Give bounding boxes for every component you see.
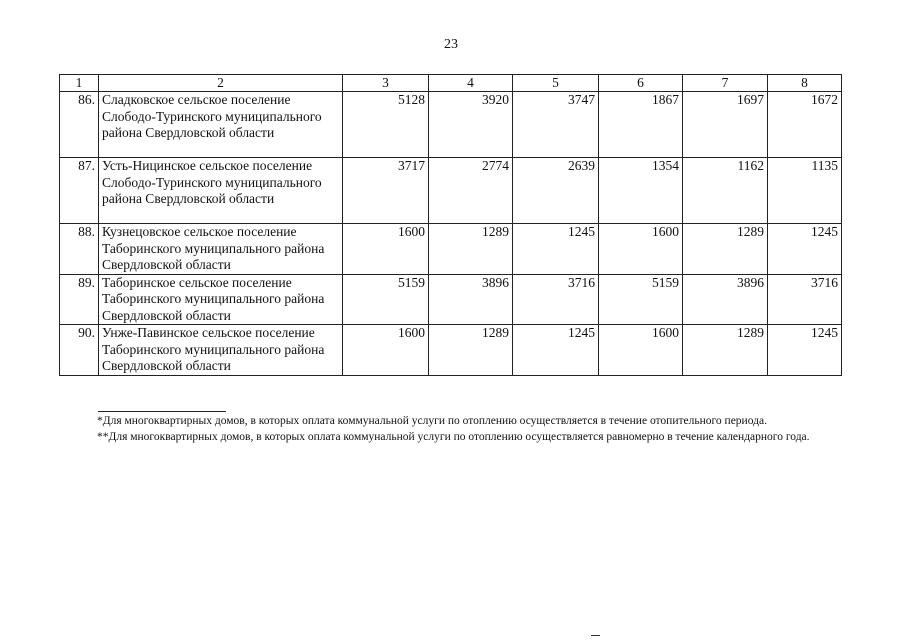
- column-header: 6: [599, 75, 683, 92]
- footnote-separator: [98, 411, 226, 412]
- footnote-second: **Для многоквартирных домов, в которых оплата коммунальной услуги по отоплению осуществляется равномерно в течение календарного года.: [97, 430, 810, 443]
- row-number: 90.: [60, 325, 99, 376]
- value-cell: 1245: [768, 224, 842, 275]
- column-header: 4: [429, 75, 513, 92]
- value-cell: 1245: [768, 325, 842, 376]
- column-header: 7: [683, 75, 768, 92]
- value-cell: 3717: [343, 158, 429, 224]
- value-cell: 3716: [768, 274, 842, 325]
- settlement-name: Усть-Ницинское сельское поселение Слободо-Туринского муниципального района Свердловской области: [99, 158, 343, 224]
- row-number: 87.: [60, 158, 99, 224]
- value-cell: 1289: [683, 325, 768, 376]
- page-number: 23: [444, 37, 458, 52]
- value-cell: 1245: [513, 325, 599, 376]
- value-cell: 3716: [513, 274, 599, 325]
- column-header: 1: [60, 75, 99, 92]
- settlement-name: Сладковское сельское поселение Слободо-Туринского муниципального района Свердловской области: [99, 92, 343, 158]
- value-cell: 3920: [429, 92, 513, 158]
- value-cell: 5128: [343, 92, 429, 158]
- value-cell: 1289: [429, 325, 513, 376]
- value-cell: 5159: [343, 274, 429, 325]
- value-cell: 3747: [513, 92, 599, 158]
- value-cell: 3896: [429, 274, 513, 325]
- value-cell: 5159: [599, 274, 683, 325]
- value-cell: 3896: [683, 274, 768, 325]
- value-cell: 1162: [683, 158, 768, 224]
- table-row: [60, 325, 842, 376]
- column-header: 2: [99, 75, 343, 92]
- value-cell: 1600: [343, 224, 429, 275]
- value-cell: 1867: [599, 92, 683, 158]
- value-cell: 1600: [599, 325, 683, 376]
- value-cell: 1354: [599, 158, 683, 224]
- column-header: 3: [343, 75, 429, 92]
- table-row: [60, 158, 842, 224]
- settlement-name: Таборинское сельское поселение Таборинского муниципального района Свердловской области: [99, 274, 343, 325]
- column-header: 8: [768, 75, 842, 92]
- table-header-row: [60, 75, 842, 92]
- row-number: 88.: [60, 224, 99, 275]
- data-table: [59, 74, 842, 376]
- value-cell: 1672: [768, 92, 842, 158]
- value-cell: 1135: [768, 158, 842, 224]
- table-row: [60, 274, 842, 325]
- scan-mark: [591, 635, 600, 636]
- row-number: 89.: [60, 274, 99, 325]
- footnotes: [59, 414, 841, 445]
- column-header: 5: [513, 75, 599, 92]
- row-number: 86.: [60, 92, 99, 158]
- value-cell: 1600: [599, 224, 683, 275]
- value-cell: 2774: [429, 158, 513, 224]
- value-cell: 2639: [513, 158, 599, 224]
- settlement-name: Унже-Павинское сельское поселение Таборинского муниципального района Свердловской области: [99, 325, 343, 376]
- value-cell: 1289: [429, 224, 513, 275]
- table-row: [60, 224, 842, 275]
- table-row: [60, 92, 842, 158]
- footnote-first: *Для многоквартирных домов, в которых оплата коммунальной услуги по отоплению осуществляется в течение отопительного периода.: [97, 415, 767, 427]
- value-cell: 1697: [683, 92, 768, 158]
- settlement-name: Кузнецовское сельское поселение Таборинского муниципального района Свердловской области: [99, 224, 343, 275]
- value-cell: 1600: [343, 325, 429, 376]
- value-cell: 1289: [683, 224, 768, 275]
- value-cell: 1245: [513, 224, 599, 275]
